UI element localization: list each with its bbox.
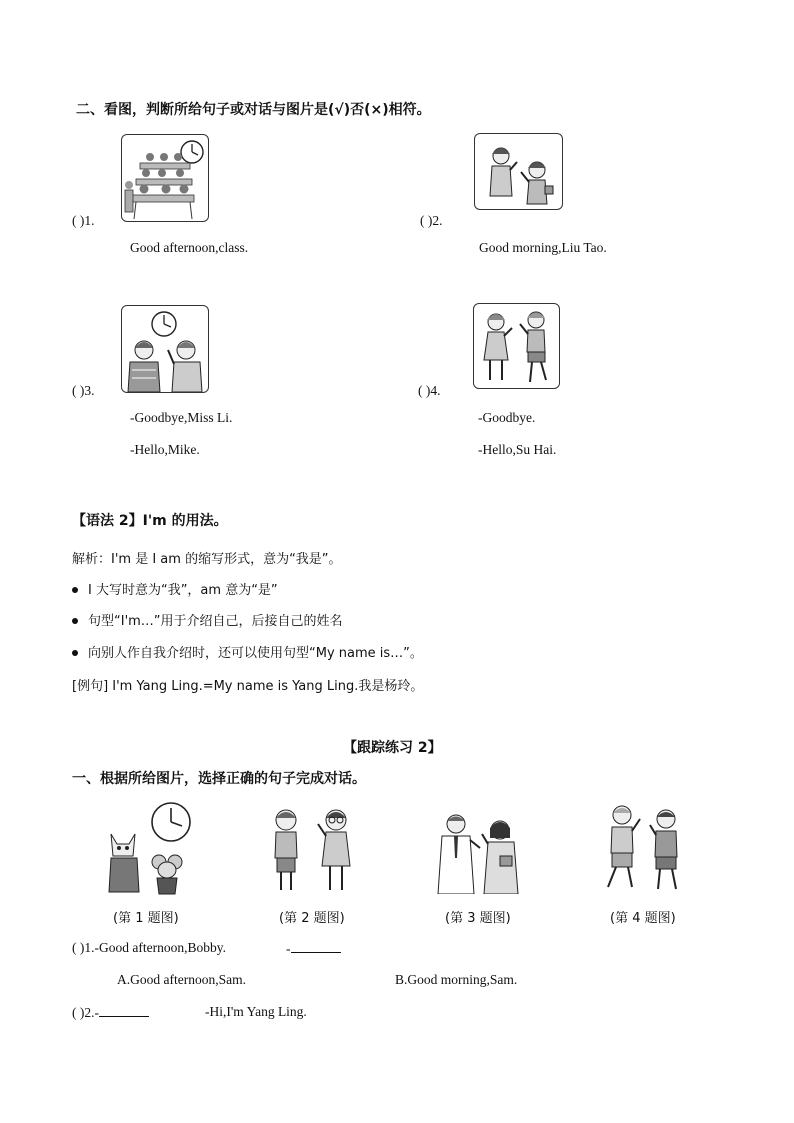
dialogue-4-line-2: -Hello,Su Hai. [478,442,557,457]
figure-3-man-woman [430,812,530,894]
boys-clock-picture [121,305,209,393]
option-b[interactable]: B.Good morning,Sam. [395,972,518,987]
grammar-title: 【语法 2】I'm 的用法。 [72,513,228,529]
dialogue-4-line-1: -Goodbye. [478,410,536,425]
grammar-bullet-1: I 大写时意为“我”，am 意为“是” [72,579,278,598]
answer-paren-2[interactable]: ( )2. [420,213,443,228]
practice-q1 [72,940,226,956]
answer-paren-p1[interactable]: ( ) [72,940,85,955]
section-title: 二、看图，判断所给句子或对话与图片是(√)否(×)相符。 [76,102,431,118]
question-1-text: 1.-Good afternoon,Bobby. [84,940,226,955]
practice-q2: ( )2.- [72,1004,149,1021]
practice-header: 【跟踪练习 2】 [343,740,442,756]
sentence-1: Good afternoon,class. [130,240,249,255]
grammar-analysis: 解析：I'm 是 I am 的缩写形式，意为“我是”。 [72,552,342,567]
grammar-example: [例句] I'm Yang Ling.=My name is Yang Ling.我是杨玲。 [72,679,424,694]
figure-1-cat-mouse-clock [103,800,193,896]
grammar-bullet-2: 句型“I'm…”用于介绍自己，后接自己的姓名 [72,610,343,629]
sentence-2: Good morning,Liu Tao. [479,240,607,255]
girl-boy-waving-picture [473,303,560,389]
q2-reply: -Hi,I'm Yang Ling. [205,1004,307,1019]
classroom-clock-picture [121,134,209,222]
answer-paren-4[interactable]: ( )4. [418,383,441,398]
figure-4-two-boys [600,803,690,893]
option-a[interactable]: A.Good afternoon,Sam. [117,972,246,987]
dialogue-3-line-2: -Hello,Mike. [130,442,200,457]
answer-paren-p2[interactable]: ( ) [72,1005,85,1020]
caption-figure-2: (第 2 题图) [279,911,345,926]
caption-figure-4: (第 4 题图) [610,911,676,926]
girls-waving-picture [474,133,563,210]
q2-blank[interactable] [99,1004,149,1017]
dialogue-3-line-1: -Goodbye,Miss Li. [130,410,233,425]
answer-paren-1[interactable]: ( )1. [72,213,95,228]
caption-figure-3: (第 3 题图) [445,911,511,926]
caption-figure-1: (第 1 题图) [113,911,179,926]
grammar-bullet-3: 向别人作自我介绍时，还可以使用句型“My name is…”。 [72,642,423,661]
answer-paren-3[interactable]: ( )3. [72,383,95,398]
practice-section-title: 一、根据所给图片，选择正确的句子完成对话。 [72,771,366,787]
q1-response-blank[interactable]: - [286,940,341,957]
figure-2-boy-girl [268,806,358,894]
